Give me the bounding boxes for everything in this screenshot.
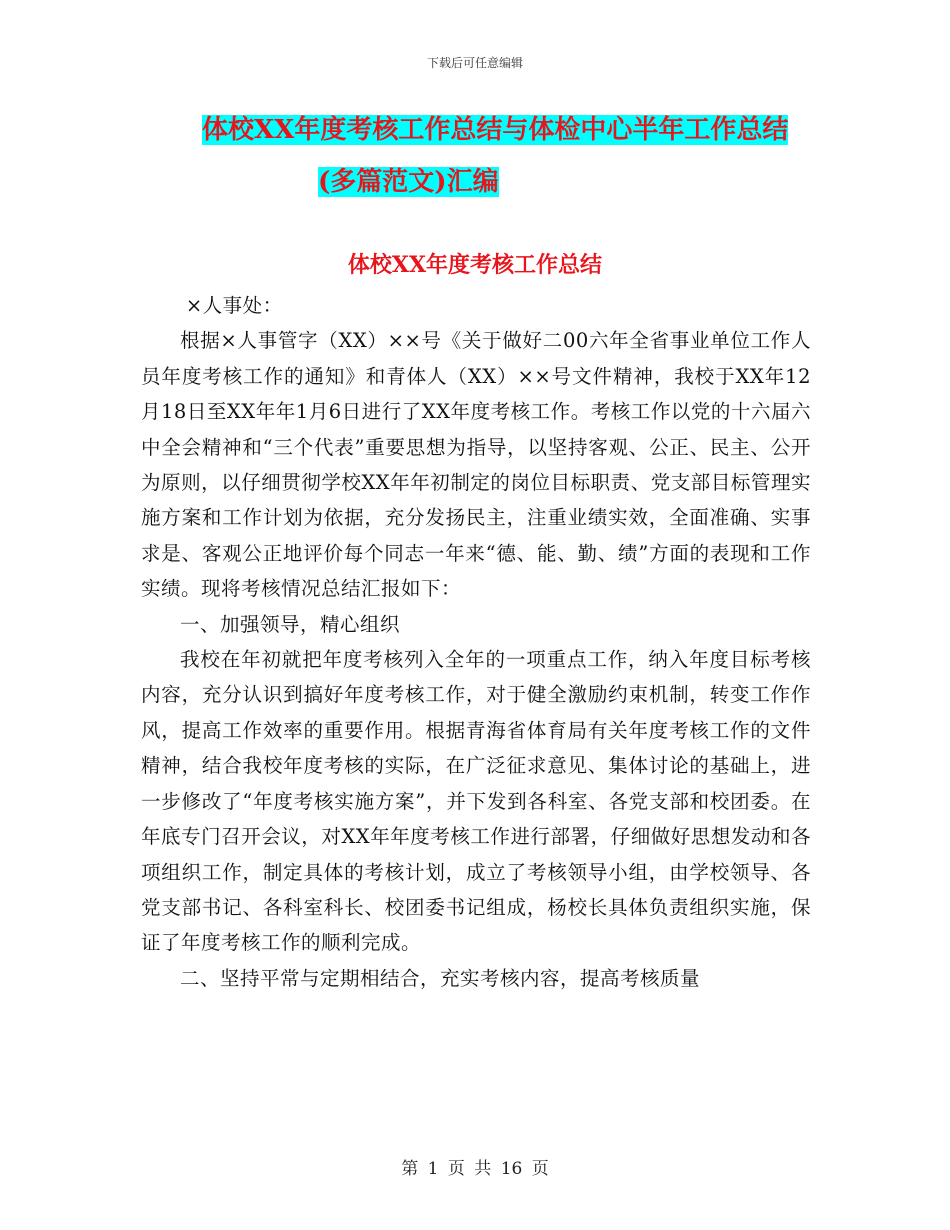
- document-title-line-1: 体校XX年度考核工作总结与体检中心半年工作总结: [202, 115, 789, 145]
- paragraph-organization: 我校在年初就把年度考核列入全年的一项重点工作，纳入年度目标考核内容，充分认识到搞好年度考核工作，对于健全激励约束机制，转变工作作风，提高工作效率的重要作用。根据青海省体育局有关年度考核工作的文件精神，结合我校年度考核的实际，在广泛征求意见、集体讨论的基础上，进一步修改了“年度考核实施方案”，并下发到各科室、各党支部和校团委。在年底专门召开会议，对XX年年度考核工作进行部署，仔细做好思想发动和各项组织工作，制定具体的考核计划，成立了考核领导小组，由学校领导、各党支部书记、各科室科长、校团委书记组成，杨校长具体负责组织实施，保证了年度考核工作的顺利完成。: [141, 648, 811, 955]
- section-title: 体校XX年度考核工作总结: [347, 252, 603, 278]
- salutation: ×人事处：: [185, 294, 283, 317]
- paragraph-intro: 根据×人事管字（XX）××号《关于做好二00六年全省事业单位工作人员年度考核工作的通知》和青体人（XX）××号文件精神，我校于XX年12月18日至XX年年1月6日进行了XX年度考核工作。考核工作以党的十六届六中全会精神和“三个代表”重要思想为指导，以坚持客观、公正、民主、公开为原则，以仔细贯彻学校XX年年初制定的岗位目标职责、党支部目标管理实施方案和工作计划为依据，充分发扬民主，注重业绩实效，全面准确、实事求是、客观公正地评价每个同志一年来“德、能、勤、绩”方面的表现和工作实绩。现将考核情况总结汇报如下：: [141, 329, 811, 601]
- document-title: [140, 104, 860, 208]
- header-note: 下载后可任意编辑: [426, 56, 523, 70]
- heading-one: 一、加强领导，精心组织: [180, 612, 401, 636]
- heading-two: 二、坚持平常与定期相结合，充实考核内容，提高考核质量: [180, 966, 701, 990]
- page-number: 第 1 页 共 16 页: [401, 1159, 549, 1179]
- body-text: [141, 288, 811, 996]
- document-title-line-2: (多篇范文)汇编: [318, 167, 499, 197]
